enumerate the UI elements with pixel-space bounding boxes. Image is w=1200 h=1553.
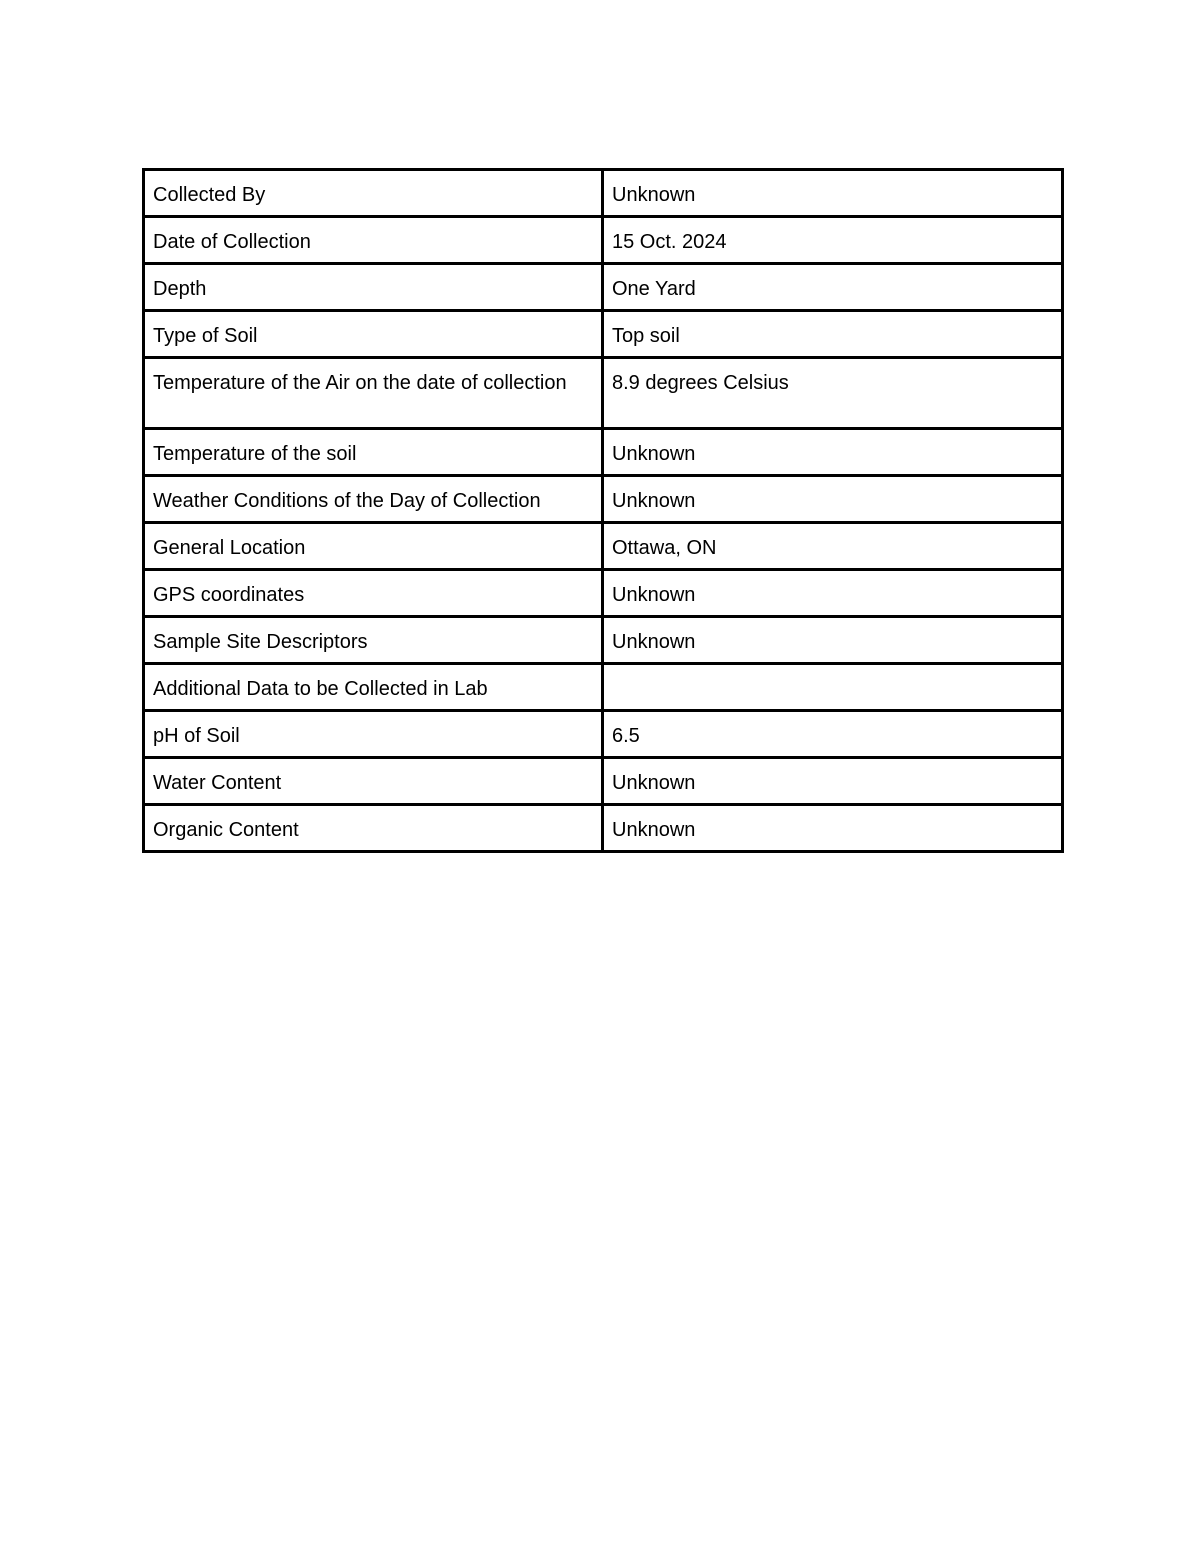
table-row bbox=[144, 758, 1063, 805]
row-label: General Location bbox=[144, 523, 603, 570]
table-row bbox=[144, 570, 1063, 617]
row-value: 6.5 bbox=[603, 711, 1063, 758]
row-label: GPS coordinates bbox=[144, 570, 603, 617]
table-row bbox=[144, 523, 1063, 570]
row-value: Unknown bbox=[603, 758, 1063, 805]
row-label: Date of Collection bbox=[144, 217, 603, 264]
row-label: Type of Soil bbox=[144, 311, 603, 358]
row-label: Additional Data to be Collected in Lab bbox=[144, 664, 603, 711]
row-value: Unknown bbox=[603, 429, 1063, 476]
table-row bbox=[144, 358, 1063, 429]
row-label: Collected By bbox=[144, 170, 603, 217]
row-label: Temperature of the soil bbox=[144, 429, 603, 476]
row-label: Weather Conditions of the Day of Collection bbox=[144, 476, 603, 523]
table-row bbox=[144, 711, 1063, 758]
table-row bbox=[144, 476, 1063, 523]
soil-sample-table bbox=[142, 168, 1064, 853]
table-row bbox=[144, 429, 1063, 476]
row-value bbox=[603, 664, 1063, 711]
table-row bbox=[144, 664, 1063, 711]
table-row bbox=[144, 617, 1063, 664]
row-label: Water Content bbox=[144, 758, 603, 805]
table-row bbox=[144, 805, 1063, 852]
row-value: Top soil bbox=[603, 311, 1063, 358]
row-value: 15 Oct. 2024 bbox=[603, 217, 1063, 264]
row-value: Unknown bbox=[603, 476, 1063, 523]
row-label: Organic Content bbox=[144, 805, 603, 852]
row-label: Temperature of the Air on the date of collection bbox=[144, 358, 603, 429]
row-value: Unknown bbox=[603, 805, 1063, 852]
row-value: One Yard bbox=[603, 264, 1063, 311]
row-label: pH of Soil bbox=[144, 711, 603, 758]
table-row bbox=[144, 311, 1063, 358]
row-label: Depth bbox=[144, 264, 603, 311]
row-label: Sample Site Descriptors bbox=[144, 617, 603, 664]
table-row bbox=[144, 217, 1063, 264]
row-value: Ottawa, ON bbox=[603, 523, 1063, 570]
table-row bbox=[144, 170, 1063, 217]
row-value: 8.9 degrees Celsius bbox=[603, 358, 1063, 429]
row-value: Unknown bbox=[603, 570, 1063, 617]
row-value: Unknown bbox=[603, 170, 1063, 217]
row-value: Unknown bbox=[603, 617, 1063, 664]
table-row bbox=[144, 264, 1063, 311]
